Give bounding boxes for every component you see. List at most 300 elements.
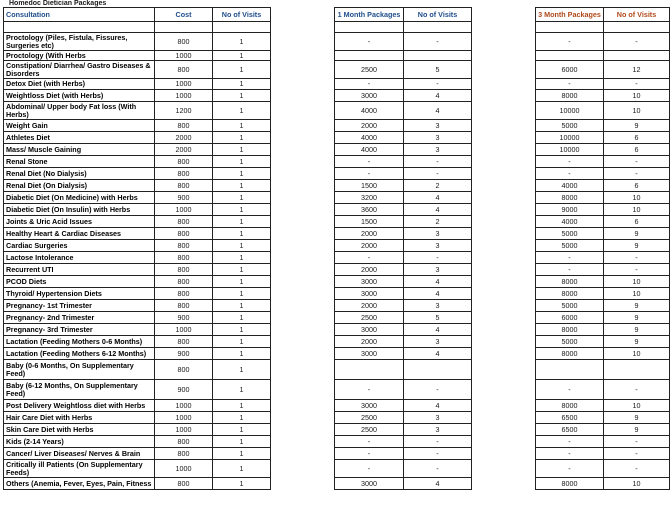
three-month-visits-cell: 10 — [604, 276, 670, 288]
consultation-name: Weightloss Diet (with Herbs) — [4, 90, 155, 102]
gap-cell — [472, 51, 536, 61]
visits-cell: 1 — [213, 288, 271, 300]
gap-cell — [271, 216, 335, 228]
one-month-price-cell: 4000 — [335, 132, 404, 144]
three-month-price-cell: 6000 — [536, 61, 604, 79]
spacer-row — [4, 22, 670, 33]
cost-cell: 1000 — [155, 204, 213, 216]
gap-cell — [271, 252, 335, 264]
three-month-price-cell — [536, 360, 604, 380]
consultation-name: PCOD Diets — [4, 276, 155, 288]
consultation-name: Diabetic Diet (On Insulin) with Herbs — [4, 204, 155, 216]
one-month-price-cell: 3000 — [335, 90, 404, 102]
visits-cell: 1 — [213, 360, 271, 380]
gap-cell — [472, 228, 536, 240]
table-row — [4, 252, 670, 264]
one-month-visits-cell: 4 — [404, 288, 472, 300]
gap-cell — [472, 132, 536, 144]
table-row — [4, 448, 670, 460]
consultation-name: Baby (0-6 Months, On Supplementary Feed) — [4, 360, 155, 380]
gap-cell — [271, 288, 335, 300]
one-month-visits-cell: 4 — [404, 348, 472, 360]
three-month-visits-cell: - — [604, 436, 670, 448]
one-month-visits-cell: - — [404, 168, 472, 180]
gap-cell — [472, 120, 536, 132]
gap-cell — [271, 324, 335, 336]
one-month-price-cell: 4000 — [335, 102, 404, 120]
consultation-name: Cardiac Surgeries — [4, 240, 155, 252]
gap-cell — [472, 79, 536, 90]
gap-cell — [472, 276, 536, 288]
one-month-visits-cell: 2 — [404, 180, 472, 192]
three-month-visits-cell: - — [604, 252, 670, 264]
table-row — [4, 33, 670, 51]
three-month-price-cell: - — [536, 156, 604, 168]
one-month-price-cell: 2000 — [335, 336, 404, 348]
visits-cell: 1 — [213, 168, 271, 180]
one-month-visits-cell: - — [404, 436, 472, 448]
gap-cell — [472, 460, 536, 478]
table-row — [4, 168, 670, 180]
three-month-price-cell: 5000 — [536, 300, 604, 312]
cost-cell: 900 — [155, 192, 213, 204]
table-row — [4, 79, 670, 90]
three-month-visits-cell: - — [604, 168, 670, 180]
gap-cell — [472, 380, 536, 400]
one-month-visits-cell: - — [404, 79, 472, 90]
one-month-price-cell: 3000 — [335, 400, 404, 412]
cost-cell: 800 — [155, 156, 213, 168]
consultation-name: Others (Anemia, Fever, Eyes, Pain, Fitness — [4, 478, 155, 490]
three-month-price-cell: - — [536, 460, 604, 478]
cost-cell: 800 — [155, 252, 213, 264]
gap-cell — [271, 33, 335, 51]
gap-cell — [271, 336, 335, 348]
three-month-visits-cell: 6 — [604, 180, 670, 192]
cost-cell: 800 — [155, 61, 213, 79]
gap-cell — [472, 336, 536, 348]
one-month-visits-cell: 3 — [404, 120, 472, 132]
visits-cell: 1 — [213, 240, 271, 252]
gap-cell — [472, 288, 536, 300]
one-month-visits-cell: 3 — [404, 424, 472, 436]
one-month-visits-cell: 4 — [404, 192, 472, 204]
three-month-price-cell: 6000 — [536, 312, 604, 324]
one-month-price-cell: 3000 — [335, 288, 404, 300]
one-month-price-cell: - — [335, 79, 404, 90]
three-month-price-cell: 5000 — [536, 228, 604, 240]
three-month-visits-cell: - — [604, 79, 670, 90]
one-month-price-cell: 3200 — [335, 192, 404, 204]
visits-cell: 1 — [213, 348, 271, 360]
one-month-visits-cell: 4 — [404, 324, 472, 336]
one-month-visits-cell: 3 — [404, 144, 472, 156]
one-month-price-cell: 3000 — [335, 348, 404, 360]
visits-cell: 1 — [213, 90, 271, 102]
one-month-visits-cell: 3 — [404, 264, 472, 276]
cost-cell: 1000 — [155, 412, 213, 424]
cost-cell: 800 — [155, 264, 213, 276]
table-row — [4, 412, 670, 424]
gap-cell — [472, 300, 536, 312]
gap-cell — [472, 33, 536, 51]
gap-cell — [271, 228, 335, 240]
table-row — [4, 180, 670, 192]
consultation-name: Baby (6-12 Months, On Supplementary Feed) — [4, 380, 155, 400]
consultation-name: Hair Care Diet with Herbs — [4, 412, 155, 424]
table-row — [4, 288, 670, 300]
gap-cell — [271, 460, 335, 478]
gap-cell — [271, 412, 335, 424]
one-month-visits-cell: 2 — [404, 216, 472, 228]
cost-cell: 800 — [155, 336, 213, 348]
one-month-visits-cell: 3 — [404, 336, 472, 348]
one-month-price-cell: 2500 — [335, 312, 404, 324]
table-row — [4, 156, 670, 168]
three-month-price-cell: 8000 — [536, 324, 604, 336]
visits-cell: 1 — [213, 102, 271, 120]
gap-cell — [472, 436, 536, 448]
gap-cell — [472, 360, 536, 380]
cost-cell: 1000 — [155, 400, 213, 412]
one-month-price-cell: - — [335, 448, 404, 460]
table-row — [4, 400, 670, 412]
gap-cell — [472, 264, 536, 276]
table-row — [4, 120, 670, 132]
gap-cell — [271, 120, 335, 132]
visits-cell: 1 — [213, 228, 271, 240]
three-month-visits-cell: 6 — [604, 144, 670, 156]
three-month-visits-cell: 9 — [604, 300, 670, 312]
cost-cell: 1000 — [155, 51, 213, 61]
gap-cell — [472, 156, 536, 168]
cost-cell: 1000 — [155, 79, 213, 90]
consultation-name: Proctology (With Herbs — [4, 51, 155, 61]
three-month-price-cell: 5000 — [536, 240, 604, 252]
three-month-visits-cell: 10 — [604, 90, 670, 102]
one-month-price-cell: 1500 — [335, 180, 404, 192]
consultation-name: Pregnancy- 3rd Trimester — [4, 324, 155, 336]
table-row — [4, 336, 670, 348]
visits-cell: 1 — [213, 204, 271, 216]
three-month-visits-cell: - — [604, 264, 670, 276]
table-row — [4, 216, 670, 228]
cost-cell: 800 — [155, 478, 213, 490]
three-month-visits-cell: 9 — [604, 424, 670, 436]
gap-cell — [271, 168, 335, 180]
header-3-month-packages: 3 Month Packages — [536, 8, 604, 22]
table-row — [4, 228, 670, 240]
gap-cell — [271, 380, 335, 400]
visits-cell: 1 — [213, 252, 271, 264]
gap-cell — [271, 156, 335, 168]
one-month-visits-cell: 3 — [404, 240, 472, 252]
consultation-name: Diabetic Diet (On Medicine) with Herbs — [4, 192, 155, 204]
visits-cell: 1 — [213, 51, 271, 61]
three-month-price-cell: - — [536, 264, 604, 276]
one-month-visits-cell: - — [404, 448, 472, 460]
one-month-price-cell: 3600 — [335, 204, 404, 216]
table-row — [4, 380, 670, 400]
visits-cell: 1 — [213, 412, 271, 424]
gap-cell — [472, 324, 536, 336]
consultation-name: Skin Care Diet with Herbs — [4, 424, 155, 436]
gap-cell — [472, 240, 536, 252]
table-row — [4, 90, 670, 102]
three-month-price-cell: - — [536, 33, 604, 51]
gap-cell — [271, 61, 335, 79]
three-month-price-cell: 10000 — [536, 144, 604, 156]
three-month-price-cell: 10000 — [536, 102, 604, 120]
consultation-name: Thyroid/ Hypertension Diets — [4, 288, 155, 300]
table-row — [4, 192, 670, 204]
visits-cell: 1 — [213, 144, 271, 156]
cost-cell: 800 — [155, 288, 213, 300]
visits-cell: 1 — [213, 324, 271, 336]
table-row — [4, 436, 670, 448]
cost-cell: 800 — [155, 360, 213, 380]
one-month-price-cell: - — [335, 168, 404, 180]
gap-cell — [472, 400, 536, 412]
one-month-price-cell: - — [335, 380, 404, 400]
visits-cell: 1 — [213, 424, 271, 436]
visits-cell: 1 — [213, 460, 271, 478]
three-month-visits-cell — [604, 360, 670, 380]
consultation-name: Renal Stone — [4, 156, 155, 168]
gap-cell — [271, 360, 335, 380]
one-month-visits-cell: - — [404, 252, 472, 264]
consultation-name: Critically ill Patients (On Supplementary Feeds) — [4, 460, 155, 478]
three-month-visits-cell — [604, 51, 670, 61]
three-month-price-cell: - — [536, 168, 604, 180]
visits-cell: 1 — [213, 33, 271, 51]
table-row — [4, 424, 670, 436]
cost-cell: 2000 — [155, 132, 213, 144]
table-row — [4, 360, 670, 380]
gap-cell — [271, 312, 335, 324]
three-month-visits-cell: 9 — [604, 240, 670, 252]
gap-cell — [271, 424, 335, 436]
gap-cell — [271, 204, 335, 216]
visits-cell: 1 — [213, 180, 271, 192]
cost-cell: 800 — [155, 240, 213, 252]
one-month-price-cell: 2000 — [335, 240, 404, 252]
consultation-name: Healthy Heart & Cardiac Diseases — [4, 228, 155, 240]
one-month-visits-cell: - — [404, 33, 472, 51]
one-month-price-cell: 2000 — [335, 300, 404, 312]
three-month-visits-cell: 10 — [604, 192, 670, 204]
three-month-price-cell: 4000 — [536, 216, 604, 228]
table-row — [4, 324, 670, 336]
gap-cell — [271, 132, 335, 144]
three-month-price-cell: - — [536, 448, 604, 460]
one-month-visits-cell — [404, 51, 472, 61]
three-month-visits-cell: 10 — [604, 400, 670, 412]
gap-cell — [271, 102, 335, 120]
visits-cell: 1 — [213, 156, 271, 168]
three-month-visits-cell: - — [604, 448, 670, 460]
one-month-visits-cell: 4 — [404, 400, 472, 412]
table-row — [4, 478, 670, 490]
consultation-name: Proctology (Piles, Fistula, Fissures, Surgeries etc) — [4, 33, 155, 51]
one-month-visits-cell: 4 — [404, 478, 472, 490]
three-month-price-cell: 8000 — [536, 90, 604, 102]
cost-cell: 900 — [155, 348, 213, 360]
visits-cell: 1 — [213, 380, 271, 400]
gap-cell — [271, 180, 335, 192]
document-caption: Homedoc Dietician Packages — [9, 0, 107, 7]
three-month-price-cell: 8000 — [536, 276, 604, 288]
three-month-visits-cell: 9 — [604, 412, 670, 424]
table-row — [4, 204, 670, 216]
three-month-visits-cell: 10 — [604, 288, 670, 300]
one-month-visits-cell: - — [404, 460, 472, 478]
three-month-price-cell: 8000 — [536, 478, 604, 490]
gap-cell — [472, 168, 536, 180]
consultation-name: Abdominal/ Upper body Fat loss (With Herbs) — [4, 102, 155, 120]
table-row — [4, 460, 670, 478]
three-month-visits-cell: 12 — [604, 61, 670, 79]
visits-cell: 1 — [213, 300, 271, 312]
consultation-name: Joints & Uric Acid Issues — [4, 216, 155, 228]
gap-cell — [472, 61, 536, 79]
gap-cell — [271, 90, 335, 102]
cost-cell: 900 — [155, 312, 213, 324]
gap-cell — [472, 412, 536, 424]
three-month-price-cell — [536, 51, 604, 61]
header-cost: Cost — [155, 8, 213, 22]
three-month-price-cell: 10000 — [536, 132, 604, 144]
three-month-price-cell: - — [536, 79, 604, 90]
three-month-visits-cell: 9 — [604, 312, 670, 324]
three-month-visits-cell: 10 — [604, 478, 670, 490]
gap-cell — [271, 144, 335, 156]
gap-cell — [271, 276, 335, 288]
consultation-name: Lactation (Feeding Mothers 6-12 Months) — [4, 348, 155, 360]
one-month-price-cell: 3000 — [335, 478, 404, 490]
header-gap — [271, 8, 335, 22]
table-row — [4, 348, 670, 360]
gap-cell — [271, 192, 335, 204]
one-month-visits-cell: 4 — [404, 204, 472, 216]
one-month-price-cell: 3000 — [335, 276, 404, 288]
three-month-visits-cell: 9 — [604, 120, 670, 132]
table-row — [4, 300, 670, 312]
one-month-price-cell: - — [335, 460, 404, 478]
table-row — [4, 51, 670, 61]
consultation-name: Athletes Diet — [4, 132, 155, 144]
cost-cell: 800 — [155, 33, 213, 51]
one-month-price-cell: 2500 — [335, 61, 404, 79]
consultation-name: Renal Diet (No Dialysis) — [4, 168, 155, 180]
consultation-name: Lactation (Feeding Mothers 0-6 Months) — [4, 336, 155, 348]
one-month-visits-cell: 4 — [404, 102, 472, 120]
three-month-visits-cell: 6 — [604, 216, 670, 228]
visits-cell: 1 — [213, 192, 271, 204]
table-row — [4, 102, 670, 120]
gap-cell — [472, 102, 536, 120]
three-month-visits-cell: - — [604, 380, 670, 400]
visits-cell: 1 — [213, 400, 271, 412]
consultation-name: Pregnancy- 1st Trimester — [4, 300, 155, 312]
three-month-price-cell: - — [536, 380, 604, 400]
table-row — [4, 312, 670, 324]
header-consultation: Consultation — [4, 8, 155, 22]
cost-cell: 800 — [155, 216, 213, 228]
three-month-price-cell: 5000 — [536, 120, 604, 132]
table-row — [4, 240, 670, 252]
gap-cell — [472, 252, 536, 264]
gap-cell — [271, 400, 335, 412]
three-month-price-cell: - — [536, 436, 604, 448]
cost-cell: 800 — [155, 276, 213, 288]
one-month-visits-cell: 5 — [404, 61, 472, 79]
cost-cell: 800 — [155, 120, 213, 132]
one-month-price-cell: 2000 — [335, 228, 404, 240]
header-3-month-visits: No of Visits — [604, 8, 670, 22]
header-row — [4, 8, 670, 22]
three-month-price-cell: 6500 — [536, 424, 604, 436]
one-month-visits-cell: 5 — [404, 312, 472, 324]
three-month-visits-cell: 9 — [604, 228, 670, 240]
one-month-price-cell: 3000 — [335, 324, 404, 336]
three-month-visits-cell: 9 — [604, 336, 670, 348]
three-month-price-cell: 8000 — [536, 288, 604, 300]
three-month-price-cell: 8000 — [536, 348, 604, 360]
three-month-visits-cell: 9 — [604, 324, 670, 336]
one-month-price-cell — [335, 51, 404, 61]
visits-cell: 1 — [213, 132, 271, 144]
consultation-name: Cancer/ Liver Diseases/ Nerves & Brain — [4, 448, 155, 460]
gap-cell — [472, 216, 536, 228]
cost-cell: 800 — [155, 180, 213, 192]
cost-cell: 1000 — [155, 460, 213, 478]
cost-cell: 900 — [155, 380, 213, 400]
gap-cell — [472, 144, 536, 156]
one-month-price-cell: 2500 — [335, 412, 404, 424]
three-month-price-cell: 8000 — [536, 400, 604, 412]
visits-cell: 1 — [213, 478, 271, 490]
consultation-name: Lactose Intolerance — [4, 252, 155, 264]
one-month-visits-cell: 3 — [404, 228, 472, 240]
one-month-price-cell: - — [335, 156, 404, 168]
one-month-price-cell: - — [335, 436, 404, 448]
cost-cell: 1000 — [155, 90, 213, 102]
gap-cell — [271, 448, 335, 460]
consultation-name: Constipation/ Diarrhea/ Gastro Diseases & Disorders — [4, 61, 155, 79]
dietician-price-table — [3, 7, 670, 490]
three-month-price-cell: 4000 — [536, 180, 604, 192]
one-month-price-cell: 1500 — [335, 216, 404, 228]
table-row — [4, 276, 670, 288]
gap-cell — [472, 192, 536, 204]
one-month-price-cell: - — [335, 252, 404, 264]
gap-cell — [271, 264, 335, 276]
cost-cell: 800 — [155, 436, 213, 448]
visits-cell: 1 — [213, 79, 271, 90]
one-month-visits-cell: 4 — [404, 90, 472, 102]
one-month-visits-cell — [404, 360, 472, 380]
gap-cell — [271, 51, 335, 61]
table-row — [4, 61, 670, 79]
three-month-visits-cell: - — [604, 460, 670, 478]
gap-cell — [271, 79, 335, 90]
one-month-price-cell: 4000 — [335, 144, 404, 156]
three-month-visits-cell: - — [604, 33, 670, 51]
table-row — [4, 132, 670, 144]
one-month-visits-cell: 3 — [404, 412, 472, 424]
consultation-name: Recurrent UTI — [4, 264, 155, 276]
